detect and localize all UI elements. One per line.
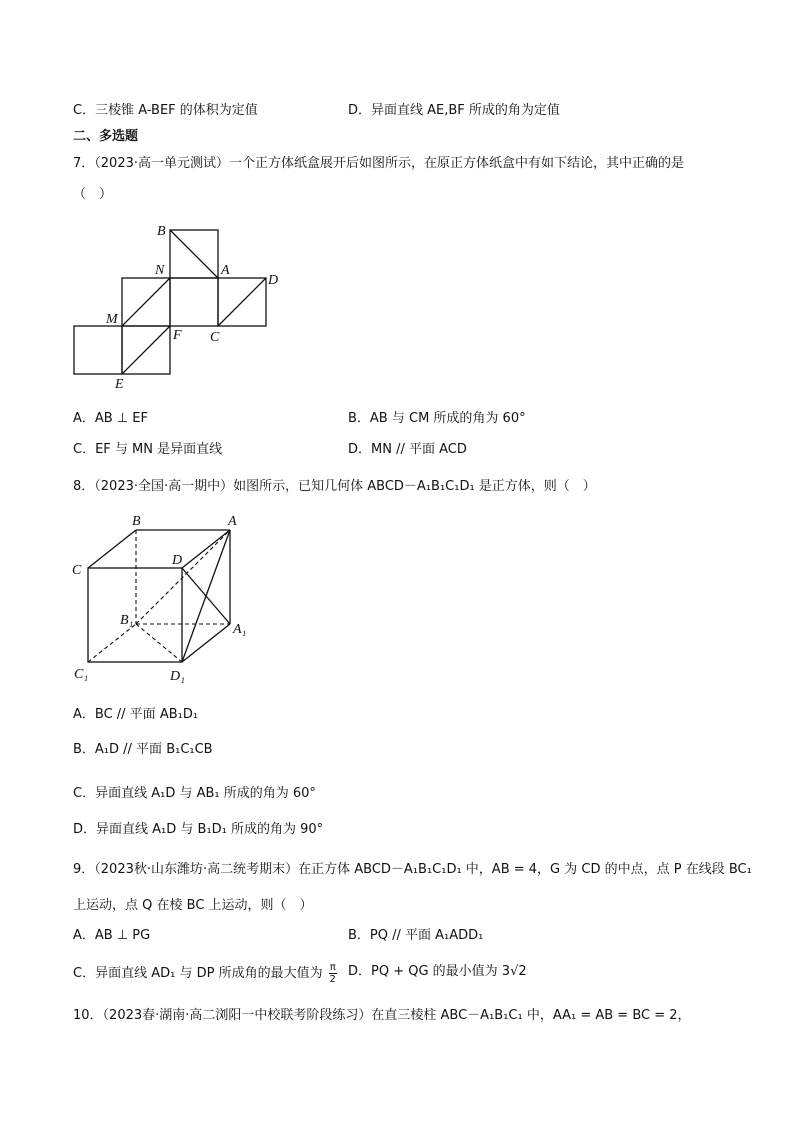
label-b: B (157, 224, 166, 239)
q8-option-b: B．A₁D // 平面 B₁C₁CB (73, 742, 213, 757)
section-title: 二、多选题 (73, 129, 139, 144)
label-d: D (172, 553, 183, 568)
q9-stem-2: 上运动，点 Q 在棱 BC 上运动，则（ ） (73, 898, 313, 913)
q6-option-c: C．三棱锥 A-BEF 的体积为定值 (73, 103, 258, 118)
label-n: N (155, 263, 165, 278)
q9-stem: 9．（2023秋·山东潍坊·高二统考期末）在正方体 ABCD－A₁B₁C₁D₁ 中，AB = 4，G 为 CD 的中点，点 P 在线段 BC₁ (73, 862, 752, 877)
label-c1: C₁ (74, 667, 89, 682)
label-c: C (210, 330, 220, 345)
q9-option-c-text: C．异面直线 AD₁ 与 DP 所成角的最大值为 (73, 966, 323, 981)
q7-option-c: C．EF 与 MN 是异面直线 (73, 442, 223, 457)
label-m: M (106, 312, 118, 327)
q7-stem: 7．（2023·高一单元测试）一个正方体纸盒展开后如图所示，在原正方体纸盒中有如下结论，其中正确的是 (73, 156, 684, 171)
label-e: E (115, 377, 124, 392)
label-d: D (268, 273, 279, 288)
q7-option-b: B．AB 与 CM 所成的角为 60° (348, 411, 526, 426)
label-b1: B₁ (120, 613, 134, 628)
q9-option-a: A．AB ⊥ PG (73, 928, 151, 943)
label-a: A (228, 514, 237, 529)
q8-cube-figure (64, 510, 264, 690)
q9-option-c-fraction (329, 962, 337, 985)
q9-option-c (73, 962, 337, 985)
label-f: F (173, 328, 182, 343)
q9-option-d-sqrt: √2 (510, 964, 527, 979)
frac-num: π (329, 962, 336, 973)
label-c: C (72, 563, 82, 578)
label-a: A (221, 263, 230, 278)
q7-stem-paren: （ ） (73, 187, 113, 202)
q7-option-a: A．AB ⊥ EF (73, 411, 148, 426)
q8-option-d: D．异面直线 A₁D 与 B₁D₁ 所成的角为 90° (73, 822, 324, 837)
q9-option-b: B．PQ // 平面 A₁ADD₁ (348, 928, 484, 943)
q10-stem: 10．（2023春·湖南·高二浏阳一中校联考阶段练习）在直三棱柱 ABC－A₁B₁C₁ 中，AA₁ = AB = BC = 2， (73, 1008, 691, 1023)
q8-option-a: A．BC // 平面 AB₁D₁ (73, 707, 199, 722)
label-b: B (132, 514, 141, 529)
q6-option-d: D．异面直线 AE,BF 所成的角为定值 (348, 103, 560, 118)
q8-stem: 8．（2023·全国·高一期中）如图所示，已知几何体 ABCD－A₁B₁C₁D₁ 是正方体，则（ ） (73, 479, 596, 494)
q9-option-d (348, 962, 527, 982)
q8-option-c: C．异面直线 A₁D 与 AB₁ 所成的角为 60° (73, 786, 316, 801)
q7-option-d: D．MN // 平面 ACD (348, 442, 467, 457)
frac-den: 2 (329, 974, 336, 985)
q7-net-figure (60, 215, 300, 395)
label-d1: D₁ (170, 669, 185, 684)
q9-option-d-text: D．PQ + QG 的最小值为 3 (348, 964, 511, 979)
label-a1: A₁ (233, 622, 247, 637)
